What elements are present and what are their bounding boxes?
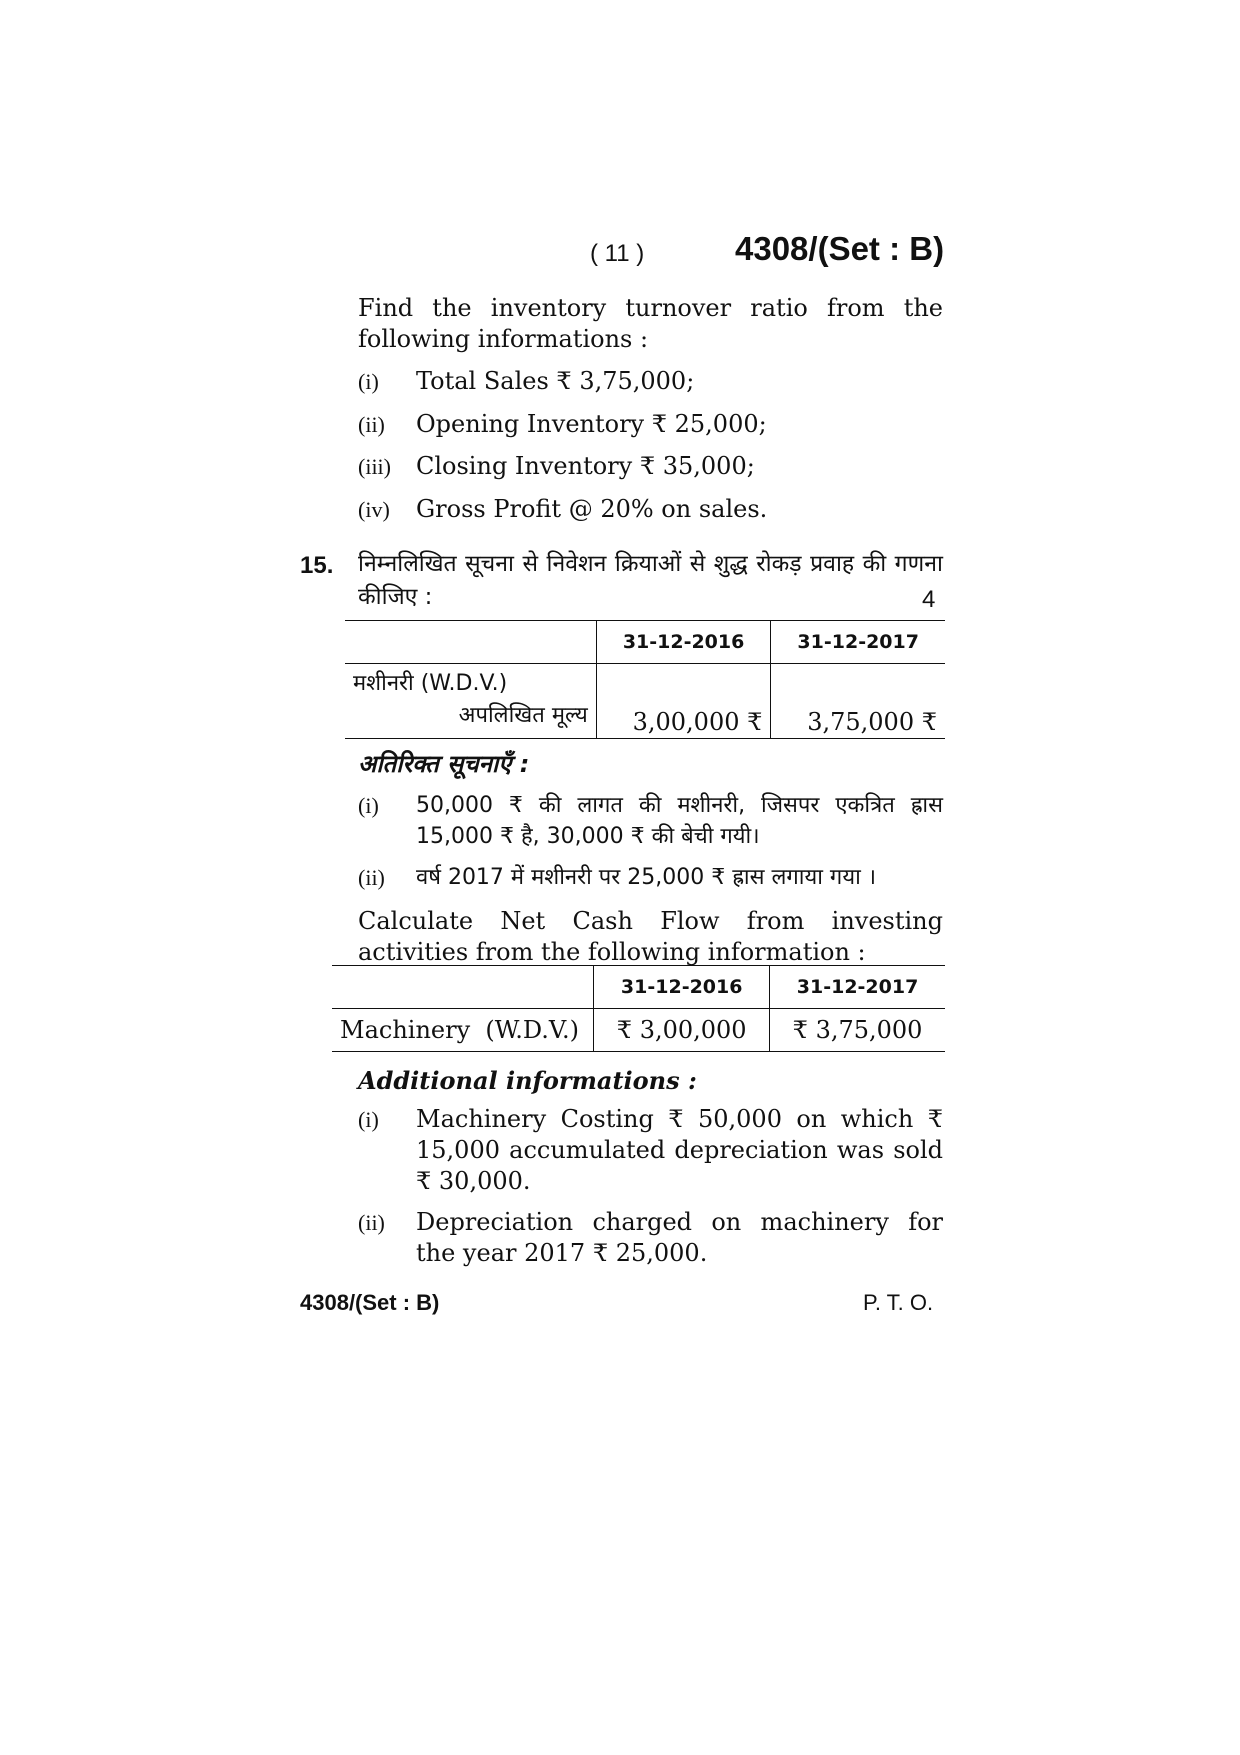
table-header-2017: 31-12-2017	[771, 621, 945, 664]
list-item	[358, 366, 943, 397]
item-text: Depreciation charged on machinery for the year 2017 ₹ 25,000.	[416, 1208, 943, 1267]
pto-label: P. T. O.	[863, 1290, 934, 1315]
list-item	[358, 790, 943, 856]
item-text: Closing Inventory ₹ 35,000;	[416, 452, 755, 480]
list-item	[358, 409, 943, 440]
item-number: (iv)	[358, 497, 390, 522]
table-header-2016: 31-12-2016	[594, 966, 770, 1009]
item-number: (i)	[358, 369, 379, 394]
table-cell-value-2016: ₹ 3,00,000	[594, 1009, 770, 1052]
item-number: (ii)	[358, 412, 385, 437]
table-header-2017: 31-12-2017	[770, 966, 945, 1009]
inventory-question-text: Find the inventory turnover ratio from the following informations :	[358, 294, 943, 353]
item-number: (i)	[358, 1107, 379, 1132]
hindi-machinery-table	[345, 620, 945, 739]
paper-code-header: 4308/(Set : B)	[735, 230, 945, 267]
row-label-line2: अपलिखित मूल्य	[458, 703, 588, 728]
item-text: 50,000 ₹ की लागत की मशीनरी, जिसपर एकत्रित ह्रास 15,000 ₹ है, 30,000 ₹ की बेची गयी।	[416, 793, 943, 849]
english-question-text: Calculate Net Cash Flow from investing activities from the following information :	[358, 907, 943, 966]
paper-code-footer: 4308/(Set : B)	[300, 1290, 440, 1315]
list-item	[358, 1104, 943, 1197]
table-row-label: Machinery (W.D.V.)	[340, 1016, 580, 1044]
list-item	[358, 494, 943, 525]
list-item	[358, 451, 943, 482]
item-number: (ii)	[358, 865, 385, 890]
item-text: Total Sales ₹ 3,75,000;	[416, 367, 695, 395]
item-text: Opening Inventory ₹ 25,000;	[416, 410, 767, 438]
item-text: Gross Profit @ 20% on sales.	[416, 495, 768, 523]
page-number: ( 11 )	[590, 240, 645, 267]
table-header-2016: 31-12-2016	[596, 621, 771, 664]
question-marks: 4	[922, 586, 936, 613]
item-number: (i)	[358, 793, 379, 818]
table-cell-value-2017: ₹ 3,75,000	[770, 1009, 945, 1052]
item-number: (iii)	[358, 454, 391, 479]
english-additional-heading: Additional informations :	[358, 1066, 697, 1095]
list-item	[358, 1207, 943, 1269]
row-label-line1: मशीनरी (W.D.V.)	[353, 671, 508, 696]
item-number: (ii)	[358, 1210, 385, 1235]
hindi-question-text: निम्नलिखित सूचना से निवेशन क्रियाओं से शुद्ध रोकड़ प्रवाह की गणना कीजिए :	[358, 551, 943, 610]
table-header-blank	[332, 966, 594, 1009]
question-number: 15.	[300, 552, 334, 579]
table-header-blank	[345, 621, 596, 664]
item-text: Machinery Costing ₹ 50,000 on which ₹ 15,000 accumulated depreciation was sold ₹ 30,000.	[416, 1105, 943, 1195]
english-machinery-table	[332, 965, 945, 1052]
table-cell-value-2016: 3,00,000 ₹	[596, 664, 771, 739]
item-text: वर्ष 2017 में मशीनरी पर 25,000 ₹ ह्रास लगाया गया ।	[416, 865, 877, 890]
hindi-additional-heading: अतिरिक्त सूचनाएँ :	[358, 750, 530, 778]
table-row-label	[345, 664, 596, 739]
list-item	[358, 862, 943, 893]
table-cell-value-2017: 3,75,000 ₹	[771, 664, 945, 739]
